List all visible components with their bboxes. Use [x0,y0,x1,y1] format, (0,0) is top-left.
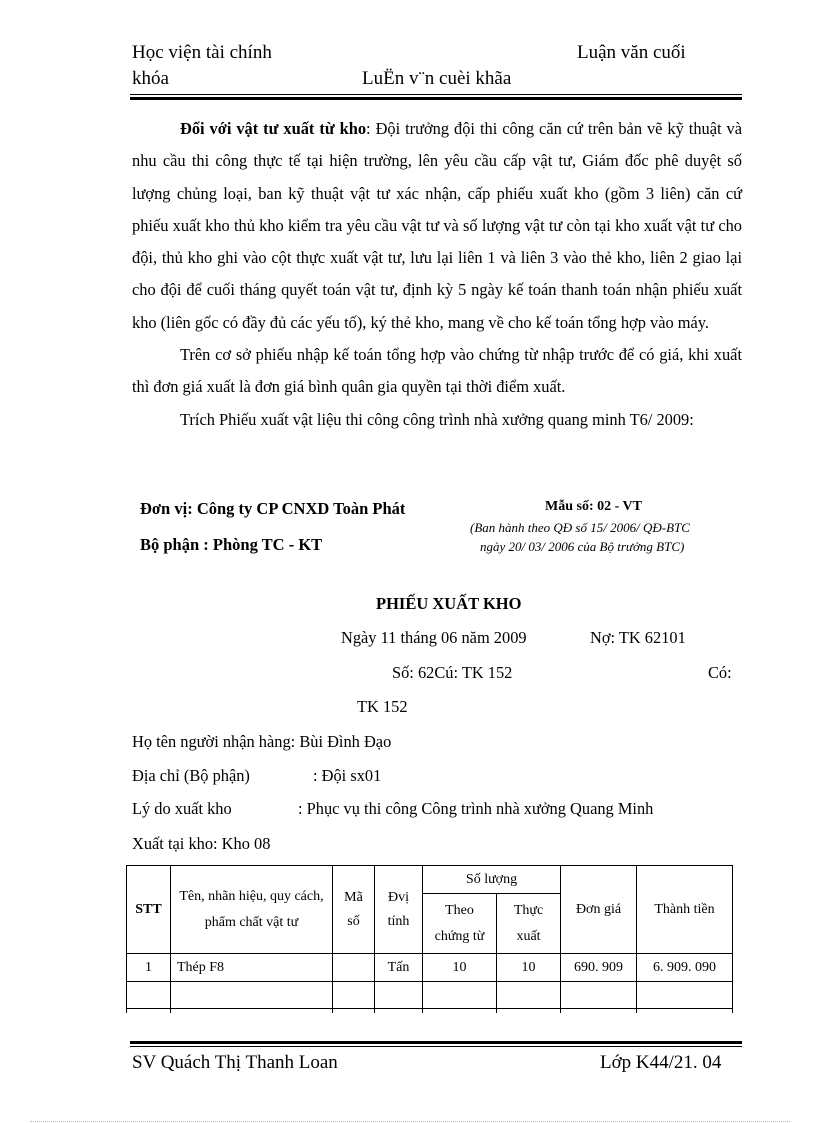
decree-line-1: (Ban hành theo QĐ số 15/ 2006/ QĐ-BTC [470,520,690,535]
empty-cell [375,1009,423,1014]
header-rule-thick [130,97,742,100]
empty-cell [497,982,561,1009]
footer-student: SV Quách Thị Thanh Loan [132,1052,338,1073]
header-quantity: Số lượng [423,866,561,894]
credit-label: Có: [708,663,732,682]
table-row-cut [127,1009,733,1014]
address-value: : Đội sx01 [313,766,382,785]
row-unit: Tấn [375,954,423,982]
empty-cell [333,1009,375,1014]
header-stt: STT [127,866,171,954]
decree-line-2: ngày 20/ 03/ 2006 của Bộ trưởng BTC) [480,539,685,554]
header-qty-doc: Theo chứng từ [423,894,497,954]
body-text [132,113,742,436]
row-price: 690. 909 [561,954,637,982]
row-name: Thép F8 [171,954,333,982]
table-row-empty [127,982,733,1009]
unit-line [140,499,405,519]
empty-cell [561,982,637,1009]
footer-rule-thick [130,1041,742,1044]
materials-table [126,865,733,1013]
paragraph-text: : Đội trưởng đội thi công căn cứ trên bản vẽ kỹ thuật và nhu cầu thi công thực tế tại hiện trường, lên yêu cầu cấp vật tư, Giám đốc phê duyệt số lượng chủng loại, ban kỹ thuật vật tư xác nhận, cấp phiếu xuất kho (gồm 3 liên) căn cứ phiếu xuất kho thủ kho kiểm tra yêu cầu vật tư và số lượng vật tư còn tại kho xuất vật tư cho đội, thủ kho ghi vào cột thực xuất vật tư, lưu lại liên 1 và liên 3 vào thẻ kho, liên 2 giao lại cho đội để cuối tháng quyết toán vật tư, định kỳ 5 ngày kế toán thanh toán nhận phiếu xuất kho (liên gốc có đầy đủ các yếu tố), ký thẻ kho, mang về cho kế toán tổng hợp vào máy. [132,119,742,332]
paragraph-excerpt: Trích Phiếu xuất vật liệu thi công công trình nhà xưởng quang minh T6/ 2009: [180,409,694,429]
header-code: Mã số [333,866,375,954]
row-qty-doc: 10 [423,954,497,982]
unit-label: Đơn vị: [140,499,193,518]
row-amount: 6. 909. 090 [637,954,733,982]
page-edge-dots [30,1121,790,1122]
header-rule-thin [130,94,742,95]
empty-cell [637,1009,733,1014]
form-title: PHIẾU XUẤT KHO [376,594,522,613]
header-unit: Đvị tính [375,866,423,954]
empty-cell [171,1009,333,1014]
header-thesis-garbled: LuËn v¨n cuèi khãa [362,68,512,89]
template-number: Mẫu số: 02 - VT [545,499,642,514]
empty-cell [127,982,171,1009]
empty-cell [423,982,497,1009]
footer-class: Lớp K44/21. 04 [600,1052,722,1073]
paragraph-lead: Đối với vật tư xuất từ kho [180,119,367,138]
dept-value: Phòng TC - KT [212,535,323,554]
paragraph-export-materials [132,113,742,339]
debit-account: Nợ: TK 62101 [590,628,686,647]
empty-cell [375,982,423,1009]
table-row [127,954,733,982]
empty-cell [127,1009,171,1014]
empty-cell [423,1009,497,1014]
address-label: Địa chỉ (Bộ phận) [132,766,250,785]
form-date: Ngày 11 tháng 06 năm 2009 [341,628,527,647]
reason-value: : Phục vụ thi công Công trình nhà xưởng Quang Minh [298,799,654,818]
empty-cell [497,1009,561,1014]
paragraph-pricing: Trên cơ sở phiếu nhập kế toán tổng hợp vào chứng từ nhập trước để có giá, khi xuất thì đơn giá xuất là đơn giá bình quân gia quyền tại thời điểm xuất. [132,345,742,397]
header-school: Học viện tài chính [132,42,272,63]
header-price: Đơn giá [561,866,637,954]
row-qty-actual: 10 [497,954,561,982]
header-name: Tên, nhãn hiệu, quy cách, phẩm chất vật tư [171,866,333,954]
credit-account: TK 152 [357,697,408,716]
row-code [333,954,375,982]
empty-cell [171,982,333,1009]
header-qty-actual: Thực xuất [497,894,561,954]
empty-cell [561,1009,637,1014]
form-number: Số: 62Cú: TK 152 [392,663,513,682]
unit-value: Công ty CP CNXD Toàn Phát [196,499,406,518]
empty-cell [333,982,375,1009]
receiver-line: Họ tên người nhận hàng: Bùi Đình Đạo [132,732,392,751]
dept-line [140,535,322,555]
dept-label: Bộ phận : [140,535,209,554]
reason-label: Lý do xuất kho [132,799,232,818]
empty-cell [637,982,733,1009]
header-amount: Thành tiền [637,866,733,954]
warehouse-line: Xuất tại kho: Kho 08 [132,834,271,853]
header-thesis: Luận văn cuối [577,42,686,63]
header-course: khóa [132,68,169,89]
footer-rule-thin [130,1046,742,1047]
row-stt: 1 [127,954,171,982]
